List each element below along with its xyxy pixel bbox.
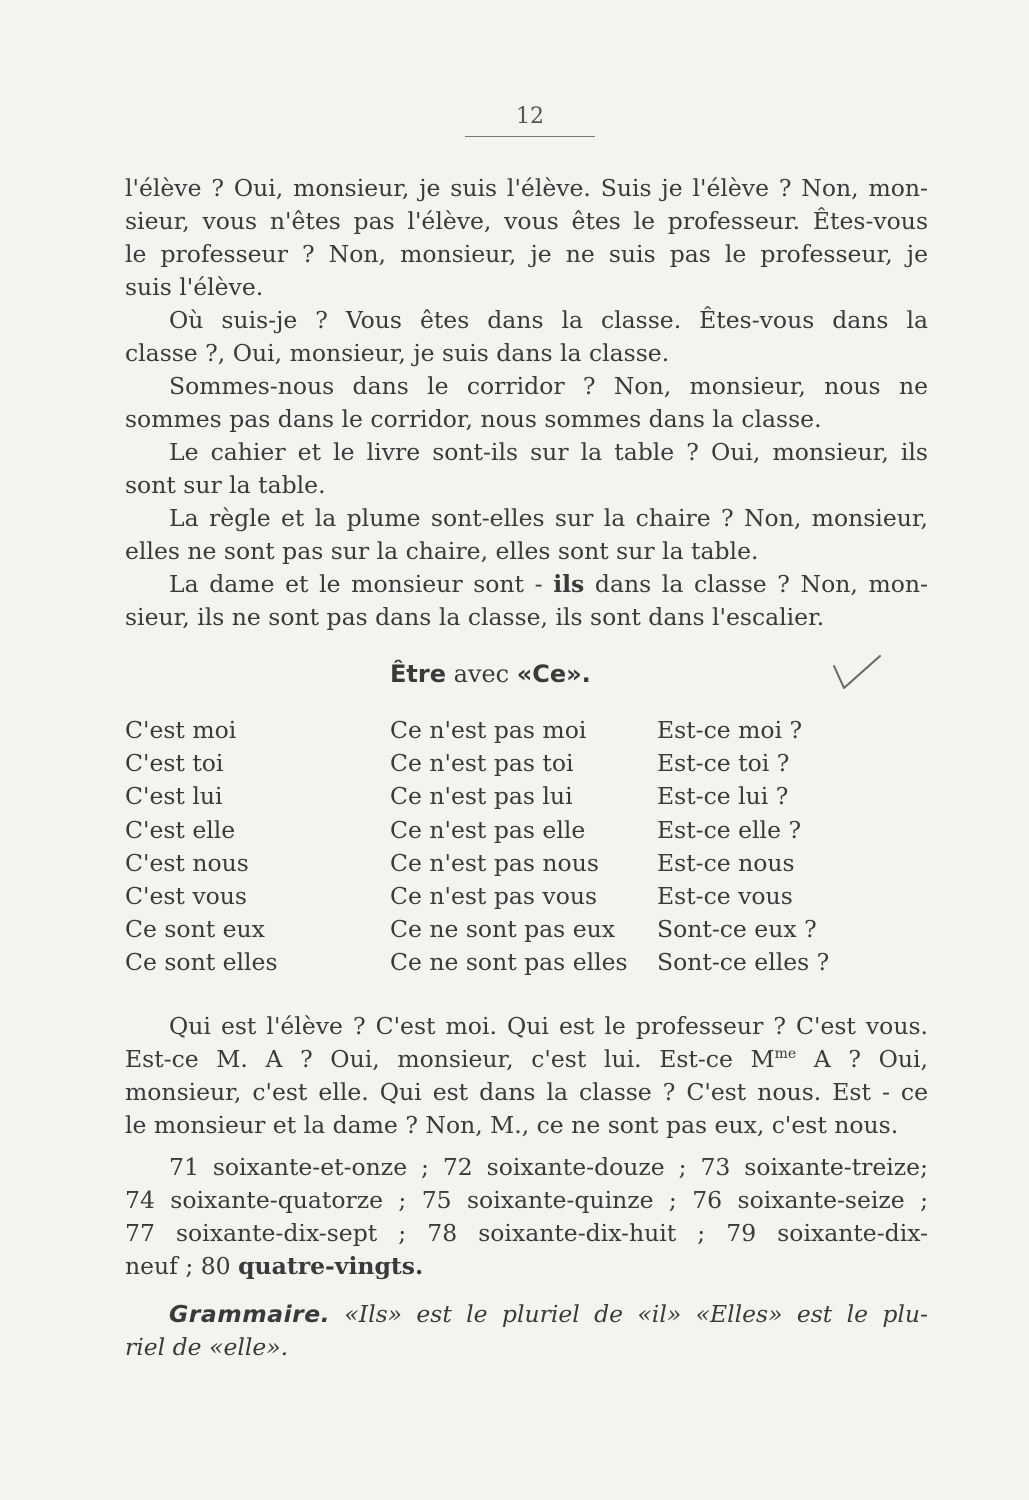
text-line: Où suis-je ? Vous êtes dans la classe. Êtes-vous dans la xyxy=(169,306,928,334)
text-segment: Est-ce M. A ? Oui, monsieur, c'est lui. Est-ce M xyxy=(125,1045,775,1073)
conjugation-cell: Est-ce lui ? xyxy=(657,782,789,811)
conjugation-cell: Ce sont elles xyxy=(125,948,278,977)
text-line: sont sur la table. xyxy=(125,471,326,499)
conjugation-cell: Sont-ce eux ? xyxy=(657,915,817,944)
conjugation-cell: Est-ce vous xyxy=(657,882,793,911)
grammar-label: Grammaire. xyxy=(169,1300,331,1328)
text-segment: A ? Oui, xyxy=(796,1045,928,1073)
bold-word: quatre-vingts. xyxy=(238,1252,424,1280)
bold-word: ils xyxy=(553,570,585,598)
text-line: 71 soixante-et-onze ; 72 soixante-douze ; 73 soixante-treize; xyxy=(169,1153,928,1181)
text-line: 74 soixante-quatorze ; 75 soixante-quinze ; 76 soixante-seize ; xyxy=(125,1186,928,1214)
paragraph-8 xyxy=(125,1151,928,1283)
text-line: monsieur, c'est elle. Qui est dans la classe ? C'est nous. Est - ce xyxy=(125,1078,928,1106)
grammar-note xyxy=(125,1298,928,1364)
conjugation-cell: Est-ce nous xyxy=(657,848,795,877)
text-line xyxy=(125,1043,928,1076)
superscript: me xyxy=(774,1046,797,1063)
paragraph-3 xyxy=(125,370,928,436)
heading-quoted: «Ce». xyxy=(516,660,591,688)
conjugation-cell: Ce n'est pas nous xyxy=(390,848,599,877)
conjugation-cell: C'est elle xyxy=(125,815,236,844)
text-line: l'élève ? Oui, monsieur, je suis l'élève. Suis je l'élève ? Non, mon- xyxy=(125,174,928,202)
conjugation-cell: Ce n'est pas moi xyxy=(390,716,587,744)
paragraph-7 xyxy=(125,1010,928,1142)
text-line: sieur, ils ne sont pas dans la classe, ils sont dans l'escalier. xyxy=(125,603,825,631)
text-line: le professeur ? Non, monsieur, je ne suis pas le professeur, je xyxy=(125,240,928,268)
text-line: 77 soixante-dix-sept ; 78 soixante-dix-huit ; 79 soixante-dix- xyxy=(125,1219,928,1247)
text-line: elles ne sont pas sur la chaire, elles sont sur la table. xyxy=(125,537,759,565)
paragraph-4 xyxy=(125,436,928,502)
grammar-text: «Ils» est le pluriel de «il» «Elles» est le plu- xyxy=(330,1300,928,1328)
heading-bold-word: Être xyxy=(390,660,446,688)
conjugation-cell: C'est nous xyxy=(125,848,249,877)
paragraph-1 xyxy=(125,172,928,304)
text-segment: dans la classe ? Non, mon- xyxy=(584,570,928,598)
interrogative-column xyxy=(657,714,829,980)
paragraph-5 xyxy=(125,502,928,568)
text-line: Qui est l'élève ? C'est moi. Qui est le professeur ? C'est vous. xyxy=(169,1012,928,1040)
text-line: riel de «elle». xyxy=(125,1333,289,1361)
conjugation-cell: Ce n'est pas toi xyxy=(390,749,574,778)
conjugation-cell: Ce n'est pas vous xyxy=(390,882,598,911)
conjugation-cell: C'est toi xyxy=(125,749,224,778)
check-mark-icon xyxy=(830,654,884,694)
text-line: le monsieur et la dame ? Non, M., ce ne sont pas eux, c'est nous. xyxy=(125,1111,899,1139)
conjugation-cell: Ce n'est pas elle xyxy=(390,815,586,844)
text-segment: La dame et le monsieur sont - xyxy=(169,570,554,598)
text-segment: neuf ; 80 xyxy=(125,1252,239,1280)
text-line: classe ?, Oui, monsieur, je suis dans la classe. xyxy=(125,339,670,367)
heading-text: avec xyxy=(445,660,517,688)
conjugation-cell: Ce ne sont pas eux xyxy=(390,915,616,944)
conjugation-cell: Sont-ce elles ? xyxy=(657,948,830,977)
conjugation-cell: Ce sont eux xyxy=(125,915,265,944)
conjugation-cell: Est-ce toi ? xyxy=(657,749,790,778)
text-line xyxy=(125,1298,928,1331)
conjugation-cell: C'est vous xyxy=(125,882,247,911)
section-heading xyxy=(390,660,591,688)
affirmative-column xyxy=(125,714,278,980)
text-line: La règle et la plume sont-elles sur la chaire ? Non, monsieur, xyxy=(169,504,928,532)
paragraph-2 xyxy=(125,304,928,370)
text-line xyxy=(125,1250,928,1283)
text-line: Sommes-nous dans le corridor ? Non, monsieur, nous ne xyxy=(169,372,928,400)
text-line: Le cahier et le livre sont-ils sur la table ? Oui, monsieur, ils xyxy=(169,438,928,466)
page-number: 12 xyxy=(516,104,544,129)
conjugation-cell: Ce ne sont pas elles xyxy=(390,948,628,977)
conjugation-cell: Ce n'est pas lui xyxy=(390,782,573,811)
text-line: suis l'élève. xyxy=(125,273,264,301)
text-line xyxy=(125,568,928,601)
text-line: sieur, vous n'êtes pas l'élève, vous êtes le professeur. Êtes-vous xyxy=(125,207,928,235)
negative-column xyxy=(390,714,628,980)
page-number-rule xyxy=(465,136,595,137)
paragraph-6 xyxy=(125,568,928,634)
conjugation-cell: Est-ce moi ? xyxy=(657,716,803,744)
conjugation-cell: C'est moi xyxy=(125,716,237,744)
text-line: sommes pas dans le corridor, nous sommes dans la classe. xyxy=(125,405,822,433)
conjugation-cell: C'est lui xyxy=(125,782,223,811)
conjugation-cell: Est-ce elle ? xyxy=(657,815,802,844)
